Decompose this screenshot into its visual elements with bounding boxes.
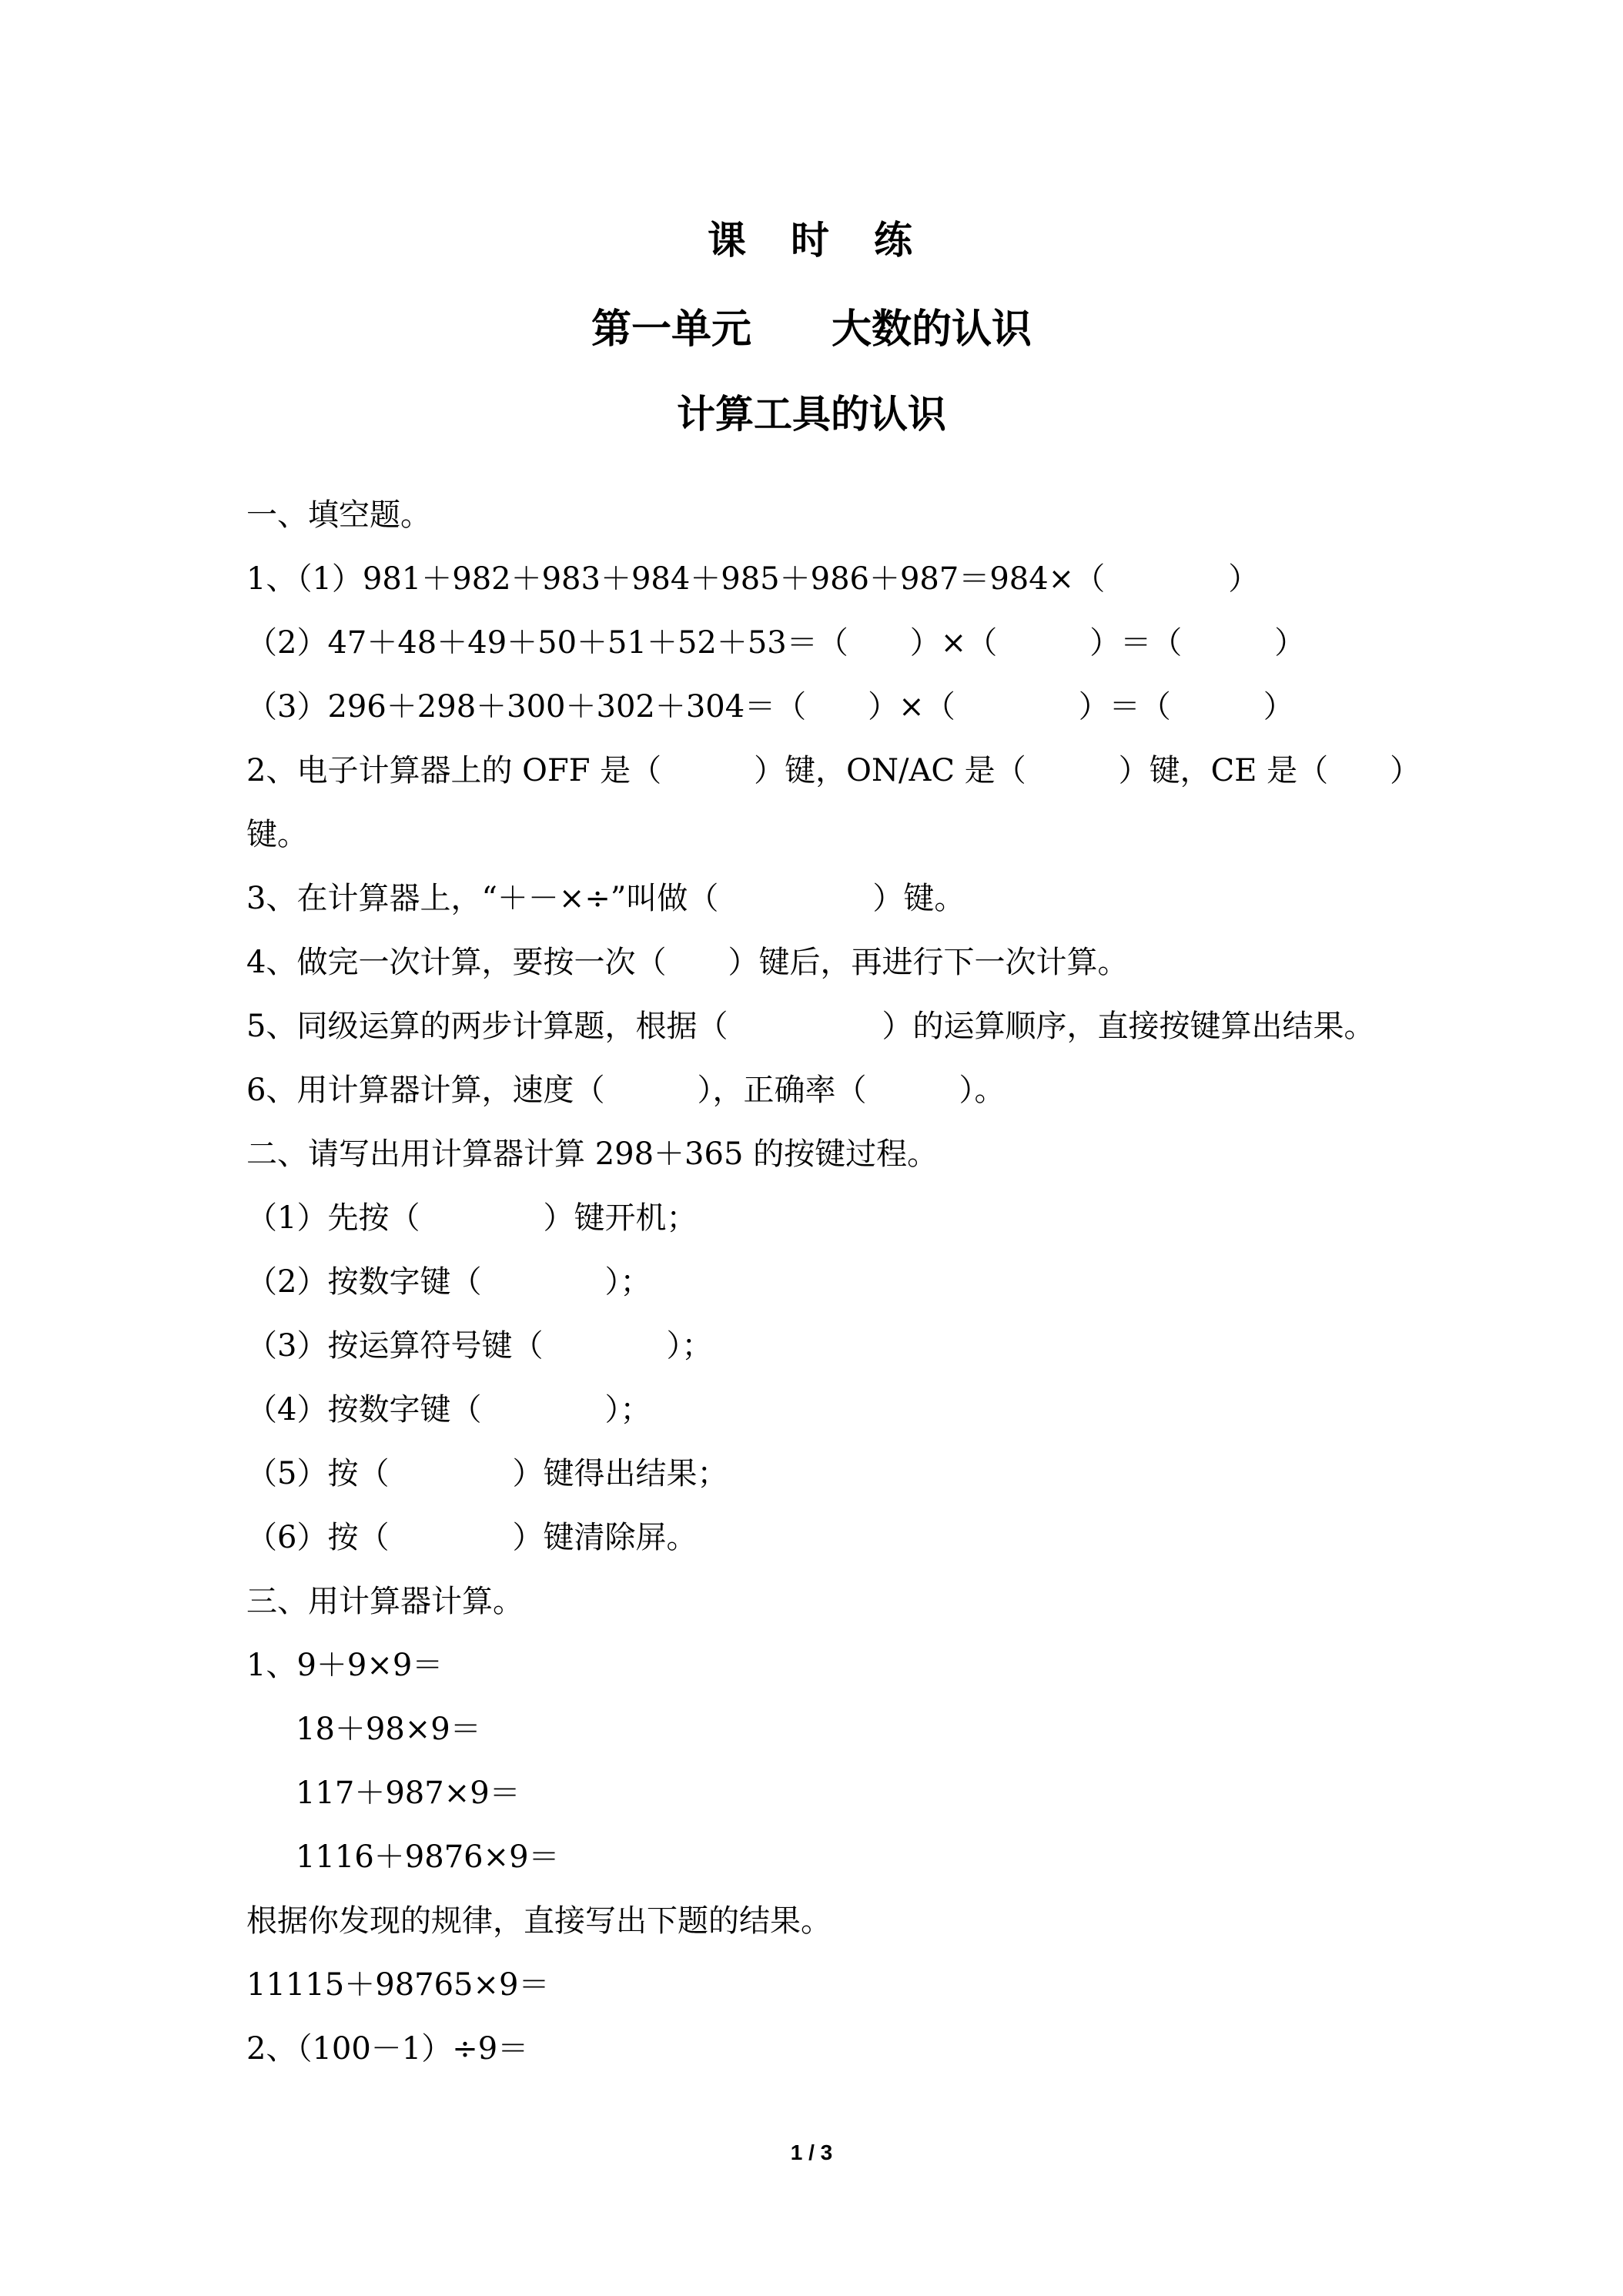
question-2-continued: 键。 [246,817,308,852]
worksheet-title: 课 时 练 [708,218,915,263]
question-3: 3、在计算器上，“＋－×÷”叫做（ ）键。 [246,881,965,916]
question-2: 2、电子计算器上的 OFF 是（ ）键，ON/AC 是（ ）键，CE 是（ ） [246,753,1421,788]
question-1-part-1: 1、（1）981＋982＋983＋984＋985＋986＋987＝984×（ ） [246,561,1260,597]
calc-2: 2、（100－1）÷9＝ [246,2031,529,2067]
step-3: （3）按运算符号键（ ）； [246,1328,713,1364]
calc-1-b: 18＋98×9＝ [296,1712,481,1747]
unit-title: 第一单元 大数的认识 [591,306,1032,353]
pattern-question: 11115＋98765×9＝ [246,1967,550,2003]
calc-1-a: 1、9＋9×9＝ [246,1648,443,1683]
question-5: 5、同级运算的两步计算题，根据（ ）的运算顺序，直接按键算出结果。 [246,1009,1375,1044]
page-number: 1 / 3 [790,2140,833,2164]
question-6: 6、用计算器计算，速度（ ），正确率（ ）。 [246,1073,1006,1108]
step-2: （2）按数字键（ ）； [246,1264,651,1300]
section-heading-key-process: 二、请写出用计算器计算 298＋365 的按键过程。 [246,1136,939,1172]
question-4: 4、做完一次计算，要按一次（ ）键后，再进行下一次计算。 [246,945,1129,980]
calc-1-d: 1116＋9876×9＝ [296,1839,560,1875]
step-5: （5）按（ ）键得出结果； [246,1456,728,1491]
section-heading-calculate: 三、用计算器计算。 [246,1584,524,1619]
step-4: （4）按数字键（ ）； [246,1392,651,1427]
step-6: （6）按（ ）键清除屏。 [246,1520,698,1555]
calc-1-c: 117＋987×9＝ [296,1776,520,1811]
question-1-part-2: （2）47＋48＋49＋50＋51＋52＋53＝（ ）×（ ）＝（ ） [246,625,1306,661]
lesson-title: 计算工具的认识 [677,392,946,437]
section-heading-fill-in: 一、填空题。 [246,497,431,533]
question-1-part-3: （3）296＋298＋300＋302＋304＝（ ）×（ ）＝（ ） [246,689,1294,725]
pattern-instruction: 根据你发现的规律，直接写出下题的结果。 [246,1903,832,1939]
step-1: （1）先按（ ）键开机； [246,1200,698,1236]
worksheet-body [246,484,1421,2081]
